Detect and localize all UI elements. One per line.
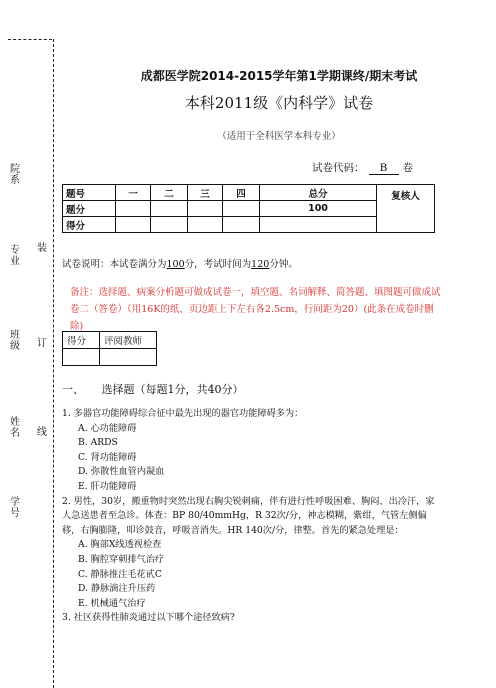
score-header-cell: 总分 xyxy=(260,185,377,201)
got-cell xyxy=(116,217,151,233)
instructions-prefix: 试卷说明：本试卷满分为 xyxy=(62,259,167,270)
grader-score-cell xyxy=(63,349,100,366)
paper-code-label: 试卷代码： xyxy=(312,162,365,174)
points-cell xyxy=(223,201,260,217)
answer-option: D. 静脉滴注升压药 xyxy=(78,583,156,595)
side-field-department: 院系 xyxy=(10,164,20,186)
answer-option: B. 胸腔穿刺排气治疗 xyxy=(78,553,165,565)
score-header-cell: 二 xyxy=(151,185,188,201)
got-cell xyxy=(151,217,188,233)
score-header-cell: 一 xyxy=(116,185,151,201)
score-table xyxy=(62,184,435,233)
reviewer-header-cell: 复核人 xyxy=(377,185,435,233)
section-heading xyxy=(62,381,244,397)
score-header-cell: 四 xyxy=(223,185,260,201)
got-cell xyxy=(223,217,260,233)
grader-blank-row xyxy=(63,349,157,366)
exam-title: 成都医学院2014-2015学年第1学期课终/期末考试 xyxy=(140,69,418,83)
score-table-header-row xyxy=(63,185,435,201)
answer-option: C. 静脉推注毛花甙C xyxy=(78,568,162,580)
points-cell xyxy=(151,201,188,217)
exam-paper xyxy=(62,0,486,688)
score-header-cell: 三 xyxy=(188,185,223,201)
points-row-label: 题分 xyxy=(63,201,116,217)
question-list xyxy=(62,407,440,626)
applicability-note: （适用于全科医学本科专业） xyxy=(217,131,341,142)
side-field-name: 姓名 xyxy=(10,417,20,439)
answer-option: D. 弥散性血管内凝血 xyxy=(78,466,165,478)
got-row-label: 得分 xyxy=(63,217,116,233)
section-title: 选择题（每题1分，共40分） xyxy=(101,383,244,396)
side-field-class: 班级 xyxy=(10,330,20,352)
grader-teacher-label: 评阅教师 xyxy=(100,332,157,349)
instructions-mid: 分，考试时间为 xyxy=(184,259,252,270)
grader-teacher-cell xyxy=(100,349,157,366)
got-cell xyxy=(260,217,377,233)
exam-subtitle: 本科2011级《内科学》试卷 xyxy=(184,94,374,112)
answer-option: A. 心功能障碍 xyxy=(78,422,137,434)
grader-table xyxy=(62,331,157,366)
red-remark: 备注：选择题、病案分析题可做成试卷一，填空题、名词解释、简答题、填图题可做成试卷二（答卷）（用16K的纸，页边距上下左右各2.5cm，行间距为20）(此条在成卷时删除) xyxy=(70,287,441,332)
grader-header-row xyxy=(63,332,157,349)
margin-top-dashed-line xyxy=(8,39,52,40)
got-cell xyxy=(188,217,223,233)
answer-option: C. 肾功能障碍 xyxy=(78,451,137,463)
answer-option: E. 肝功能障碍 xyxy=(78,480,137,492)
instructions-suffix: 分钟。 xyxy=(269,259,298,270)
answer-option: B. ARDS xyxy=(78,437,118,449)
answer-option: A. 胸部X线透视检查 xyxy=(78,539,162,551)
section-number: 一、 xyxy=(62,383,84,396)
binding-mark-xian: 线 xyxy=(37,427,47,438)
binding-mark-ding: 订 xyxy=(37,338,47,349)
total-points-cell: 100 xyxy=(260,201,377,217)
score-header-cell: 题号 xyxy=(63,185,116,201)
side-field-major: 专业 xyxy=(10,245,20,267)
points-cell xyxy=(116,201,151,217)
binding-mark-zhuang: 装 xyxy=(37,243,47,254)
full-score-value: 100 xyxy=(166,259,185,270)
duration-value: 120 xyxy=(251,259,270,270)
answer-option: E. 机械通气治疗 xyxy=(78,597,146,609)
question-stem: 2. 男性，30岁，搬重物时突然出现右胸尖锐刺痛，伴有进行性呼吸困难、胸闷、出冷汗，家人急送患者至急诊。体查：BP 80/40mmHg，R 32次/分，神志模糊，紫绀，气管左侧偏移，右胸膨隆，叩诊鼓音，呼吸音消失。HR 140次/分，律整。首先的紧急处理是： xyxy=(62,495,435,536)
grader-score-label: 得分 xyxy=(63,332,100,349)
question-stem: 3. 社区获得性肺炎通过以下哪个途径致病? xyxy=(62,612,235,624)
paper-code-line xyxy=(312,160,413,175)
binding-dashed-line xyxy=(53,39,54,688)
points-cell xyxy=(188,201,223,217)
exam-instructions xyxy=(62,256,442,270)
side-field-student-id: 学号 xyxy=(10,497,20,519)
paper-code-value: B xyxy=(369,162,399,175)
paper-code-suffix: 卷 xyxy=(402,162,413,174)
question-stem: 1. 多器官功能障碍综合征中最先出现的器官功能障碍多为： xyxy=(62,408,304,419)
binding-margin xyxy=(0,0,54,688)
